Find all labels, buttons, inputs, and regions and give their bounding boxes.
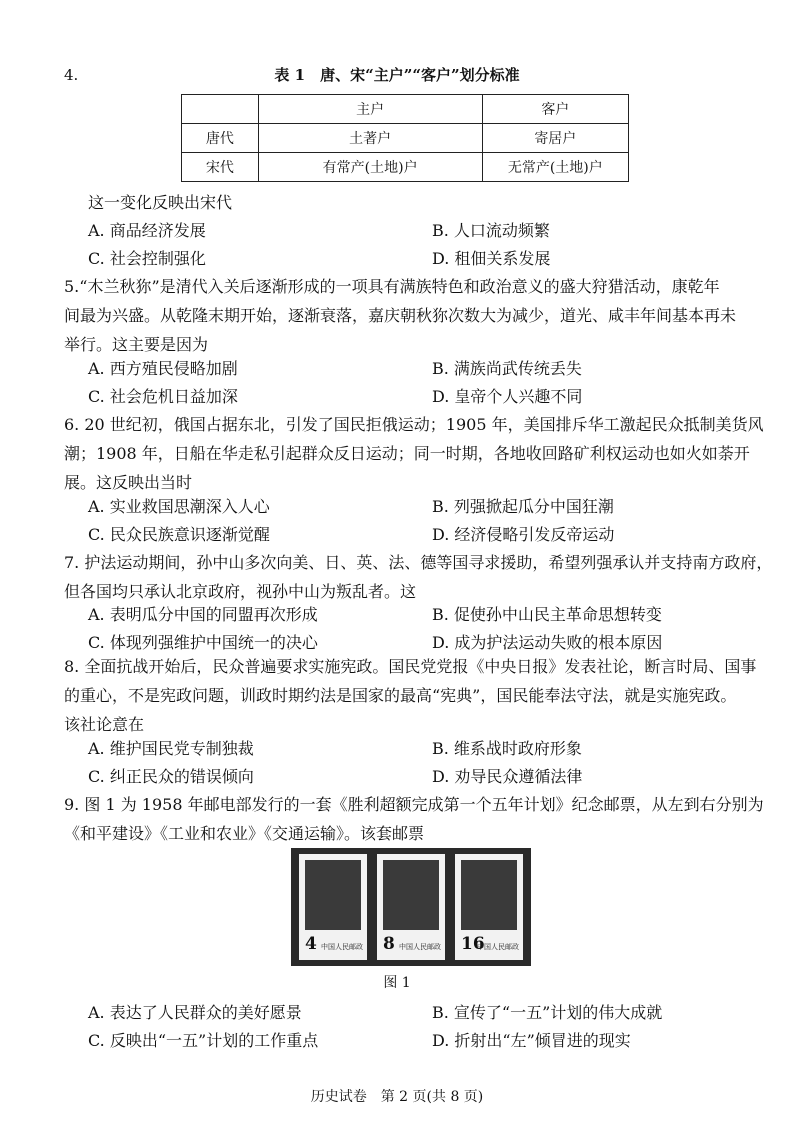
q9-option-d[interactable]: D. 折射出“左”倾冒进的现实	[432, 1031, 631, 1050]
q8-stem	[64, 652, 757, 739]
q9-stem	[64, 790, 764, 848]
q4-stem: 这一变化反映出宋代	[88, 193, 233, 212]
q9-option-a[interactable]: A. 表达了人民群众的美好愿景	[88, 1003, 302, 1022]
q5-line: 间最为兴盛。从乾隆末期开始，逐渐衰落，嘉庆朝秋狝次数大为减少，道光、咸丰年间基本再未	[64, 306, 737, 325]
q4-option-d[interactable]: D. 租佃关系发展	[432, 249, 551, 268]
q6-line: 6. 20 世纪初，俄国占据东北，引发了国民拒俄运动；1905 年，美国排斥华工激起民众抵制美货风	[64, 415, 764, 434]
stamp-value: 8	[383, 934, 395, 954]
table-title: 表 1 唐、宋“主户”“客户”划分标准	[274, 66, 520, 84]
page-footer: 历史试卷 第 2 页(共 8 页)	[310, 1089, 484, 1105]
q7-line: 但各国均只承认北京政府，视孙中山为叛乱者。这	[64, 582, 417, 601]
q8-option-d[interactable]: D. 劝导民众遵循法律	[432, 767, 583, 786]
q6-option-a[interactable]: A. 实业救国思潮深入人心	[88, 497, 270, 516]
q6-line: 潮；1908 年，日船在华走私引起群众反日运动；同一时期，各地收回路矿利权运动也如火如荼开	[64, 444, 750, 463]
table-cell: 土著户	[258, 124, 482, 153]
q7-line: 7. 护法运动期间，孙中山多次向美、日、英、法、德等国寻求援助，希望列强承认并支持南方政府，	[64, 553, 773, 572]
q5-option-a[interactable]: A. 西方殖民侵略加剧	[88, 359, 238, 378]
figure-caption: 图 1	[383, 975, 411, 991]
q7-stem	[64, 548, 773, 606]
q8-option-b[interactable]: B. 维系战时政府形象	[432, 739, 582, 758]
stamp-peaceful-construction	[299, 854, 367, 960]
q8-line: 的重心，不是宪政问题，训政时期约法是国家的最高“宪典”，国民能奉法守法，就是实施宪政。	[64, 686, 737, 705]
q6-option-d[interactable]: D. 经济侵略引发反帝运动	[432, 525, 615, 544]
stamp-caption: 中国人民邮政	[321, 943, 363, 951]
table-header-cell: 主户	[258, 95, 482, 124]
q6-option-c[interactable]: C. 民众民族意识逐渐觉醒	[88, 525, 270, 544]
q9-option-b[interactable]: B. 宣传了“一五”计划的伟大成就	[432, 1003, 663, 1022]
q7-option-b[interactable]: B. 促使孙中山民主革命思想转变	[432, 605, 662, 624]
stamp-transportation	[455, 854, 523, 960]
stamp-set-image	[291, 848, 531, 966]
q8-line: 8. 全面抗战开始后，民众普遍要求实施宪政。国民党党报《中央日报》发表社论，断言时局、国事	[64, 657, 757, 676]
table-cell: 宋代	[182, 153, 259, 182]
table-cell: 无常产(土地)户	[482, 153, 628, 182]
q7-option-c[interactable]: C. 体现列强维护中国统一的决心	[88, 633, 318, 652]
q5-option-b[interactable]: B. 满族尚武传统丢失	[432, 359, 582, 378]
table-header-row	[182, 95, 629, 124]
q8-option-a[interactable]: A. 维护国民党专制独裁	[88, 739, 254, 758]
q5-option-d[interactable]: D. 皇帝个人兴趣不同	[432, 387, 583, 406]
stamp-industry-agriculture	[377, 854, 445, 960]
q4-option-c[interactable]: C. 社会控制强化	[88, 249, 206, 268]
q8-line: 该社论意在	[64, 715, 145, 734]
q9-line: 《和平建设》《工业和农业》《交通运输》。该套邮票	[64, 824, 425, 843]
q6-stem	[64, 410, 764, 497]
stamp-artwork	[383, 860, 439, 930]
q5-stem	[64, 272, 744, 359]
q5-line: 5.“木兰秋狝”是清代入关后逐渐形成的一项具有满族特色和政治意义的盛大狩猎活动，康乾年	[64, 277, 720, 296]
q4-option-a[interactable]: A. 商品经济发展	[88, 221, 206, 240]
q4-option-b[interactable]: B. 人口流动频繁	[432, 221, 550, 240]
table-row	[182, 153, 629, 182]
q9-option-c[interactable]: C. 反映出“一五”计划的工作重点	[88, 1031, 319, 1050]
table-header-cell	[182, 95, 259, 124]
stamp-artwork	[461, 860, 517, 930]
q9-line: 9. 图 1 为 1958 年邮电部发行的一套《胜利超额完成第一个五年计划》纪念邮票，从左到右分别为	[64, 795, 764, 814]
stamp-artwork	[305, 860, 361, 930]
q5-option-c[interactable]: C. 社会危机日益加深	[88, 387, 238, 406]
stamp-caption: 中国人民邮政	[477, 943, 519, 951]
q4-number: 4.	[64, 66, 79, 84]
q8-option-c[interactable]: C. 纠正民众的错误倾向	[88, 767, 254, 786]
table-row	[182, 124, 629, 153]
table-cell: 唐代	[182, 124, 259, 153]
stamp-value: 16	[461, 934, 485, 954]
classification-table	[181, 94, 629, 182]
table-header-cell: 客户	[482, 95, 628, 124]
q6-option-b[interactable]: B. 列强掀起瓜分中国狂潮	[432, 497, 614, 516]
q6-line: 展。这反映出当时	[64, 473, 193, 492]
q7-option-d[interactable]: D. 成为护法运动失败的根本原因	[432, 633, 663, 652]
table-cell: 有常产(土地)户	[258, 153, 482, 182]
table-cell: 寄居户	[482, 124, 628, 153]
q5-line: 举行。这主要是因为	[64, 335, 209, 354]
stamp-caption: 中国人民邮政	[399, 943, 441, 951]
stamp-value: 4	[305, 934, 317, 954]
q7-option-a[interactable]: A. 表明瓜分中国的同盟再次形成	[88, 605, 318, 624]
